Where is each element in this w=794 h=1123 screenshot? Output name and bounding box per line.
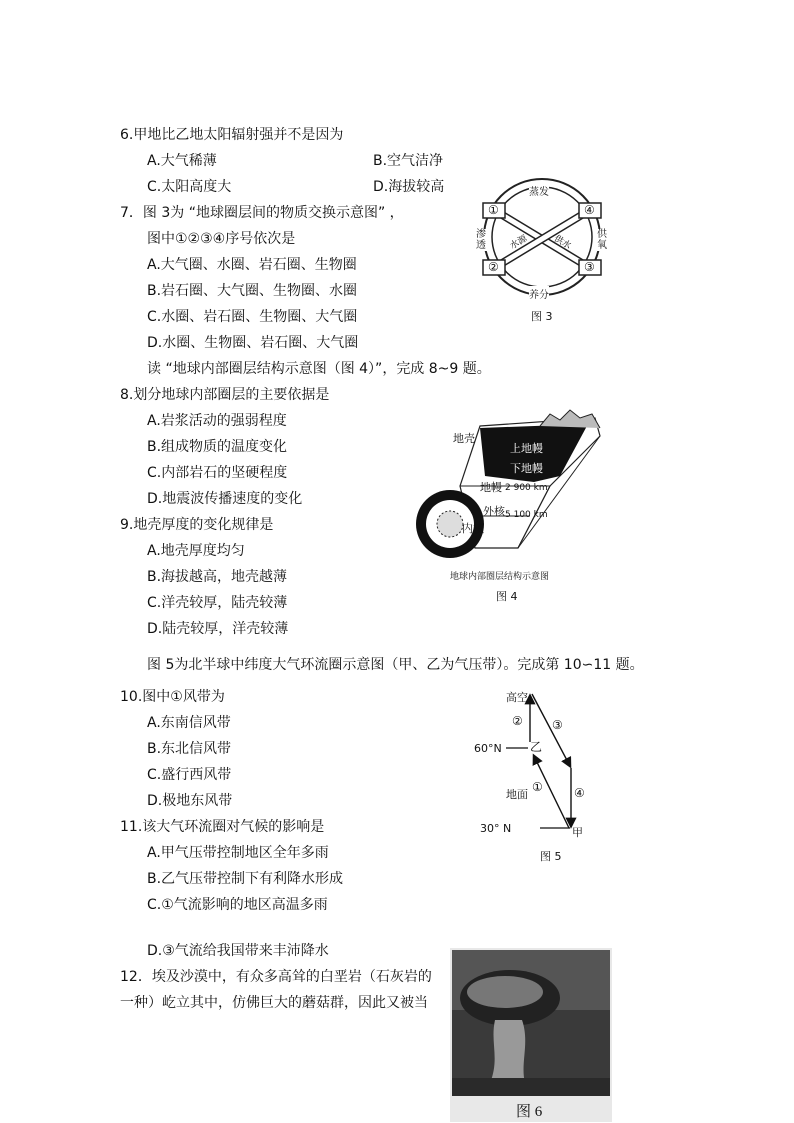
- q11-option-b: B.乙气压带控制下有利降水形成: [147, 871, 344, 887]
- q10-option-d: D.极地东风带: [147, 793, 233, 809]
- fig5-yi: 乙: [530, 740, 543, 754]
- fig4-inner-core: 内核: [462, 522, 484, 535]
- figure-5-circulation-cell: [470, 686, 600, 866]
- figure-4-earth-interior: [410, 406, 610, 606]
- fig4-title: 地球内部圈层结构示意图: [450, 572, 550, 582]
- q8-stem: 8.划分地球内部圈层的主要依据是: [120, 387, 330, 403]
- fig5-intro: 图 5为北半球中纬度大气环流圈示意图（甲、乙为气压带）。完成第 10∽11 题。: [147, 657, 644, 673]
- fig5-caption: 图 5: [540, 850, 562, 863]
- q7-stem-line2: 图中①②③④序号依次是: [147, 231, 296, 247]
- fig3-infiltration: 渗透: [476, 229, 486, 251]
- fig3-oxygen: 供氧: [597, 229, 607, 251]
- q6-stem: 6.甲地比乙地太阳辐射强并不是因为: [120, 127, 344, 143]
- q10-option-a: A.东南信风带: [147, 715, 231, 731]
- fig5-label-3: ③: [552, 718, 563, 732]
- q6-option-b: B.空气洁净: [373, 153, 444, 169]
- q6-option-d: D.海拔较高: [373, 179, 445, 195]
- figure-3-sphere-exchange: [472, 172, 612, 322]
- q10-option-b: B.东北信风带: [147, 741, 232, 757]
- fig4-mantle: 地幔: [480, 481, 502, 494]
- q9-option-a: A.地壳厚度均匀: [147, 543, 245, 559]
- q7-option-d: D.水圈、生物圈、岩石圈、大气圈: [147, 335, 359, 351]
- q10-stem: 10.图中①风带为: [120, 689, 225, 705]
- fig3-label-4: ④: [584, 203, 595, 217]
- fig3-label-2: ②: [488, 260, 499, 274]
- fig4-depth-2900: 2 900 km: [505, 483, 548, 493]
- q8-option-c: C.内部岩石的坚硬程度: [147, 465, 288, 481]
- fig3-water-supply: 供水: [551, 233, 573, 252]
- fig4-depth-5100: 5 100 km: [505, 510, 548, 520]
- fig4-crust-label: 地壳: [453, 432, 475, 445]
- q7-stem-line1: 7．图 3为 “地球圈层间的物质交换示意图” ，: [120, 205, 404, 221]
- q9-option-b: B.海拔越高，地壳越薄: [147, 569, 288, 585]
- read-fig4-instruction: 读 “地球内部圈层结构示意图（图 4）”，完成 8~9 题。: [147, 361, 491, 377]
- q9-stem: 9.地壳厚度的变化规律是: [120, 517, 274, 533]
- q7-option-a: A.大气圈、水圈、岩石圈、生物圈: [147, 257, 357, 273]
- q8-option-d: D.地震波传播速度的变化: [147, 491, 303, 507]
- q8-option-b: B.组成物质的温度变化: [147, 439, 288, 455]
- fig5-ground-label: 地面: [506, 788, 528, 801]
- fig5-jia: 甲: [572, 826, 583, 839]
- q11-stem: 11.该大气环流圈对气候的影响是: [120, 819, 325, 835]
- q12-line2: 一种）屹立其中，仿佛巨大的蘑菇群，因此又被当: [120, 995, 428, 1011]
- fig3-evaporation: 蒸发: [529, 183, 549, 198]
- figure-6-mushroom-rock-photo: [450, 948, 612, 1122]
- fig5-label-1: ①: [532, 780, 543, 794]
- fig5-sky-label: 高空: [506, 691, 528, 704]
- q12-line1: 12．埃及沙漠中，有众多高耸的白垩岩（石灰岩的: [120, 969, 432, 985]
- fig3-caption: 图 3: [531, 310, 553, 323]
- fig5-lat-60: 60°N: [474, 742, 502, 755]
- q6-option-a: A.大气稀薄: [147, 153, 217, 169]
- fig5-lat-30: 30° N: [480, 822, 512, 835]
- fig4-lower-mantle: 下地幔: [510, 462, 543, 475]
- fig3-label-1: ①: [488, 203, 499, 217]
- fig4-outer-core: 外核: [483, 505, 505, 518]
- fig6-caption: 图 6: [516, 1104, 543, 1120]
- fig4-caption: 图 4: [496, 590, 518, 603]
- q11-option-d: D.③气流给我国带来丰沛降水: [147, 943, 329, 959]
- q9-option-c: C.洋壳较厚，陆壳较薄: [147, 595, 288, 611]
- fig5-label-4: ④: [574, 786, 585, 800]
- q8-option-a: A.岩浆活动的强弱程度: [147, 413, 287, 429]
- fig4-upper-mantle: 上地幔: [510, 442, 543, 455]
- fig3-label-3: ③: [584, 260, 595, 274]
- q10-option-c: C.盛行西风带: [147, 767, 232, 783]
- q9-option-d: D.陆壳较厚，洋壳较薄: [147, 621, 289, 637]
- fig3-nutrients: 养分: [529, 286, 549, 301]
- q7-option-b: B.岩石圈、大气圈、生物圈、水圈: [147, 283, 358, 299]
- fig5-label-2: ②: [512, 714, 523, 728]
- q7-option-c: C.水圈、岩石圈、生物圈、大气圈: [147, 309, 358, 325]
- fig3-water-source: 水源: [508, 233, 530, 252]
- q6-option-c: C.太阳高度大: [147, 179, 232, 195]
- q11-option-a: A.甲气压带控制地区全年多雨: [147, 845, 329, 861]
- q11-option-c: C.①气流影响的地区高温多雨: [147, 897, 328, 913]
